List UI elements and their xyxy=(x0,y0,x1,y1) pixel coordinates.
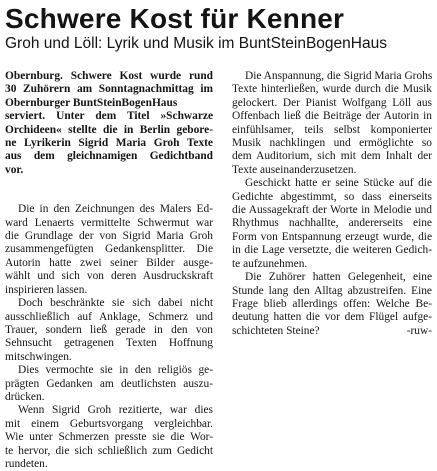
text-line: Texte hinterließen, wurde durch die Musik xyxy=(232,83,432,96)
text-line: Die in den Zeichnungen des Malers Ed- xyxy=(18,203,213,216)
lead-line: 30 Zuhörern am Sonntagnachmittag im xyxy=(5,83,213,96)
text-line: Die Anspannung, die Sigrid Maria Grohs xyxy=(245,70,433,82)
paragraph xyxy=(232,271,432,338)
text-line: Gedichte abgestimmt, so dass einerseits xyxy=(232,190,432,203)
text-line: drücken. xyxy=(5,390,45,403)
subheadline: Groh und Löll: Lyrik und Musik im BuntSteinBogenHaus xyxy=(5,35,387,52)
lead-line: Obernburg. Schwere Kost wurde rund xyxy=(5,70,213,82)
left-column xyxy=(5,70,213,471)
text-line: Musik nachklingen und ermöglichte so xyxy=(232,137,432,150)
lead-paragraph xyxy=(5,70,213,177)
lead-line: Obernburger BuntSteinBogenHaus xyxy=(5,96,178,109)
text-line: dem Auditorium, sich mit dem Inhalt der xyxy=(232,150,432,163)
text-line: mitschwingen. xyxy=(5,350,72,363)
paragraph xyxy=(5,364,213,404)
lead-line: aus dem gleichnamigen Gedichtband xyxy=(5,150,213,163)
text-line: mit einem Geburtsvorgang vergleichbar. xyxy=(5,417,213,430)
text-line: prägten Gedanken am deutlichsten auszu- xyxy=(5,377,213,390)
text-line: Rhythmus nachhallte, andererseits eine xyxy=(232,217,432,230)
text-line: in die Lage versetzte, die weiteren Gedich- xyxy=(232,244,432,257)
text-line: deutung hatten die vor dem Flügel aufge- xyxy=(232,311,432,324)
headline: Schwere Kost für Kenner xyxy=(5,3,345,34)
text-line: Trauer, sondern ließ gerade in den von xyxy=(5,323,213,336)
lead-line: vor. xyxy=(5,163,24,176)
text-line: inspirieren lassen. xyxy=(5,283,88,296)
text-line: Texte auseinanderzusetzen. xyxy=(232,163,357,176)
text-line: Dies vermochte sie in den religiös ge- xyxy=(18,364,213,377)
text-line: wählt und sich von deren Ausdruckskraft xyxy=(5,270,213,283)
text-line: die Grundlage der von Sigrid Maria Groh xyxy=(5,230,213,243)
paragraph xyxy=(232,177,432,271)
paragraph xyxy=(5,404,213,471)
paragraph xyxy=(5,203,213,297)
text-line: die Aussagekraft der Worte in Melodie und xyxy=(232,204,432,217)
text-line: te hervor, die sich schließlich zum Gedicht xyxy=(5,444,213,457)
text-line: Wie unter Schmerzen presste sie die Wor- xyxy=(5,431,213,444)
text-line: gelockert. Der Pianist Wolfgang Löll aus xyxy=(232,96,432,109)
text-line: Geschickt hatte er seine Stücke auf die xyxy=(245,177,432,190)
lead-line: ne Lyrikerin Sigrid Maria Groh Texte xyxy=(5,137,213,150)
author-signoff: -ruw- xyxy=(406,324,432,337)
text-line: Frage blieb allerdings offen: Welche Be- xyxy=(232,297,432,310)
text-line: te aufzunehmen. xyxy=(232,257,308,270)
text-line-content: schichteten Steine? xyxy=(232,324,320,337)
text-line: Offenbach ließ die Beiträge der Autorin in xyxy=(232,110,432,123)
text-line: Doch beschränkte sie sich dabei nicht xyxy=(18,297,213,310)
text-line xyxy=(232,325,432,338)
paragraph xyxy=(232,70,432,177)
text-line: zusammengefügten Gedankensplitter. Die xyxy=(5,243,213,256)
text-line: Autorin hatte zwei seiner Bilder ausge- xyxy=(5,256,213,269)
text-line: rundeten. xyxy=(5,457,48,470)
text-line: ward Lenaerts vermittelte Schwermut war xyxy=(5,216,213,229)
text-line: einfühlsamer, teils selbst komponierter xyxy=(232,123,432,136)
text-line: Wenn Sigrid Groh rezitierte, war dies xyxy=(18,404,213,417)
paragraph xyxy=(5,297,213,364)
text-line: Die Zuhörer hatten Gelegenheit, eine xyxy=(245,271,432,284)
text-line: Form von Entspannung erzeugt wurde, die xyxy=(232,230,432,243)
right-column xyxy=(232,70,432,338)
lead-line: serviert. Unter dem Titel »Schwarze xyxy=(5,110,213,123)
text-line: ausschließlich auf Anklage, Schmerz und xyxy=(5,310,213,323)
text-line: Stunde lang den Alltag abzustreifen. Eine xyxy=(232,284,432,297)
lead-line: Orchideen« stellte die in Berlin gebore- xyxy=(5,123,213,136)
text-line: Sehnsucht getragenen Texten Hoffnung xyxy=(5,337,213,350)
